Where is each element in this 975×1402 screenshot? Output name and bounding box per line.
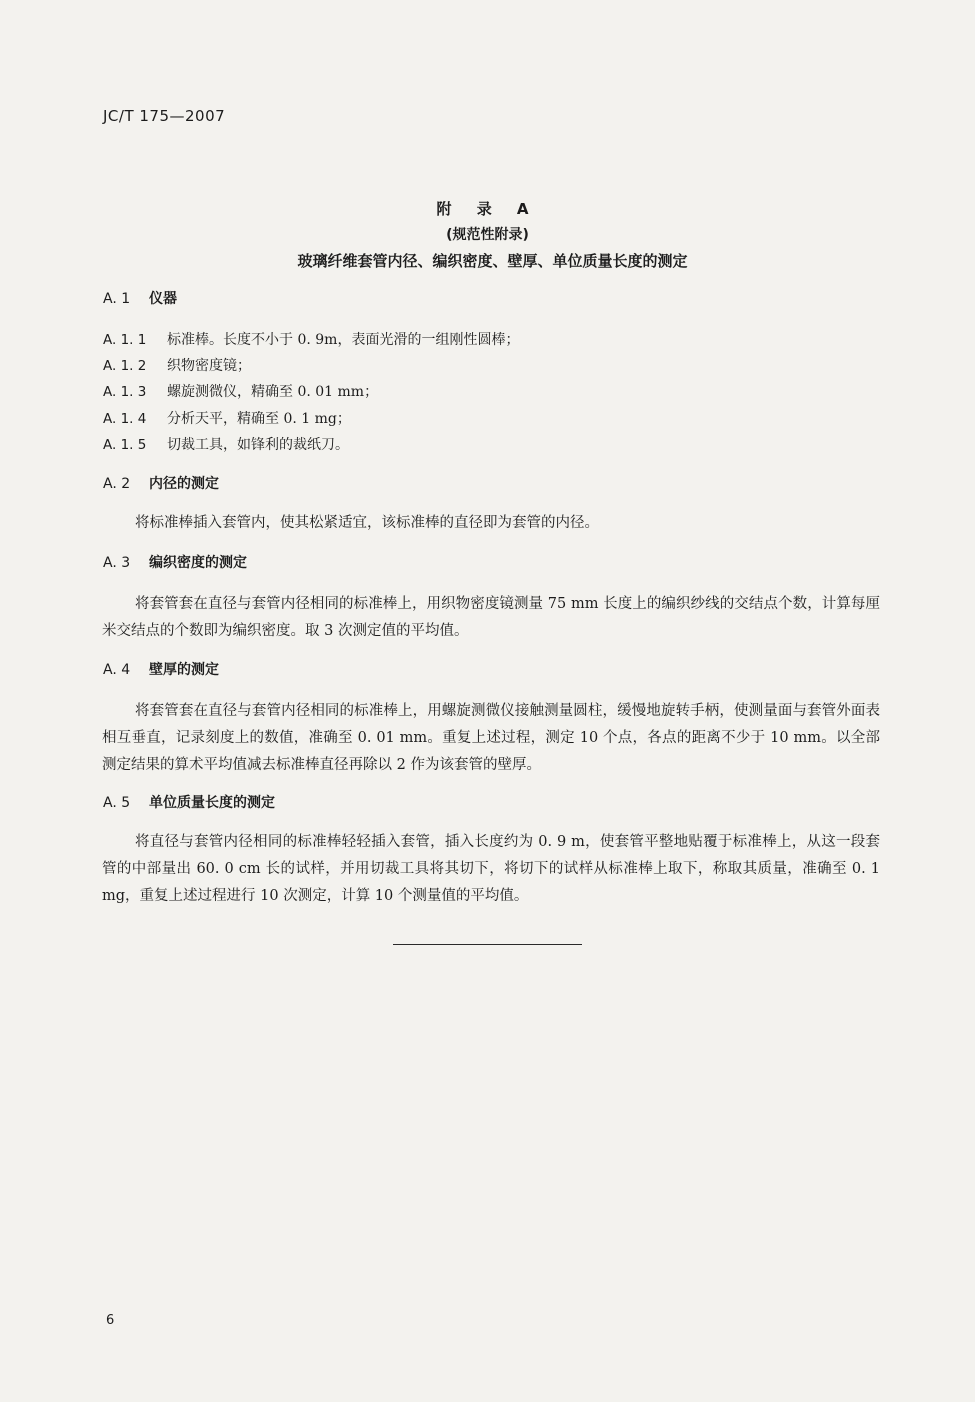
document-title: 玻璃纤维套管内径、编织密度、壁厚、单位质量长度的测定	[297, 252, 688, 270]
item-number: A. 1. 3	[103, 384, 147, 400]
section-number: A. 5	[103, 795, 131, 811]
list-item	[103, 434, 349, 454]
section-body-a2: 将标准棒插入套管内，使其松紧适宜，该标准棒的直径即为套管的内径。	[135, 515, 599, 531]
section-heading-a4	[103, 659, 219, 679]
section-body-a5: 将直径与套管内径相同的标准棒轻轻插入套管，插入长度约为 0. 9 m，使套管平整地贴覆于标准棒上，从这一段套管的中部量出 60. 0 cm 长的试样，并用切裁工具将其切下，将切下的试样从标准棒上取下，称取其质量，准确至 0. 1 mg，重复上述过程进行 10 次测定，计算 10 个测量值的平均值。	[102, 834, 880, 904]
item-text: 织物密度镜；	[167, 358, 251, 374]
list-item	[103, 355, 251, 375]
item-number: A. 1. 5	[103, 437, 147, 453]
section-heading-a1	[103, 288, 177, 308]
section-heading-a2	[103, 473, 219, 493]
item-text: 标准棒。长度不小于 0. 9m，表面光滑的一组刚性圆棒；	[167, 332, 520, 348]
item-number: A. 1. 1	[103, 332, 147, 348]
section-body-a4: 将套管套在直径与套管内径相同的标准棒上，用螺旋测微仪接触测量圆柱，缓慢地旋转手柄，使测量面与套管外面表相互垂直，记录刻度上的数值，准确至 0. 01 mm。重复上述过程，测定 10 个点，各点的距离不少于 10 mm。以全部测定结果的算术平均值减去标准棒直径再除以 2 作为该套管的壁厚。	[102, 703, 880, 773]
item-number: A. 1. 2	[103, 358, 147, 374]
section-title: 内径的测定	[149, 476, 219, 492]
section-title: 仪器	[149, 291, 177, 307]
section-title: 单位质量长度的测定	[149, 795, 275, 811]
list-item	[103, 381, 378, 401]
list-item	[103, 408, 351, 428]
section-number: A. 4	[103, 662, 131, 678]
appendix-type: (规范性附录)	[446, 227, 529, 243]
section-number: A. 1	[103, 291, 131, 307]
page-number: 6	[106, 1313, 115, 1328]
section-heading-a3	[103, 552, 247, 572]
section-title: 编织密度的测定	[149, 555, 247, 571]
section-heading-a5	[103, 792, 275, 812]
item-text: 分析天平，精确至 0. 1 mg；	[167, 411, 351, 427]
list-item	[103, 329, 519, 349]
section-number: A. 2	[103, 476, 131, 492]
item-number: A. 1. 4	[103, 411, 147, 427]
end-of-appendix-rule	[393, 944, 582, 945]
section-title: 壁厚的测定	[149, 662, 219, 678]
section-number: A. 3	[103, 555, 131, 571]
appendix-title: 附 录 A	[436, 200, 539, 218]
standard-code: JC/T 175—2007	[103, 107, 226, 125]
section-body-a3: 将套管套在直径与套管内径相同的标准棒上，用织物密度镜测量 75 mm 长度上的编织纱线的交结点个数，计算每厘米交结点的个数即为编织密度。取 3 次测定值的平均值。	[102, 596, 880, 639]
item-text: 切裁工具，如锋利的裁纸刀。	[167, 437, 349, 453]
item-text: 螺旋测微仪，精确至 0. 01 mm；	[167, 384, 379, 400]
